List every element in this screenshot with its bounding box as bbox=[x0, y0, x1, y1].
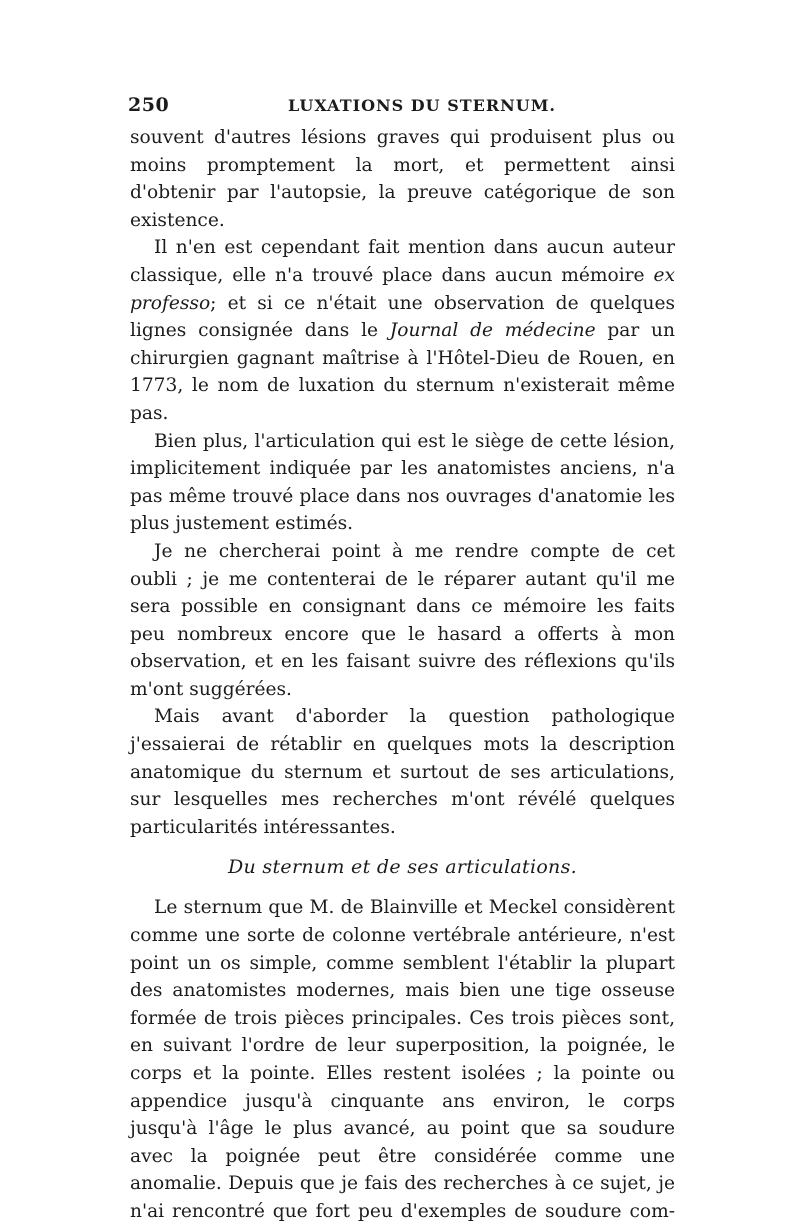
paragraph-text: Il n'en est cependant fait mention dans aucun auteur classique, elle n'a trouvé place dans aucun mémoire bbox=[130, 237, 675, 286]
paragraph bbox=[130, 234, 675, 427]
paragraph-text: par un chirurgien gagnant maîtrise à l'Hôtel-Dieu de Rouen, en 1773, le nom de luxation du sternum n'existerait même pas. bbox=[130, 320, 675, 424]
paragraph: Mais avant d'aborder la question pathologique j'essaierai de rétablir en quelques mots la description anatomique du sternum et surtout de ses articulations, sur lesquelles mes recherches m'ont révélé quelques particularités intéressantes. bbox=[130, 706, 675, 838]
paragraph: Le sternum que M. de Blainville et Meckel considèrent comme une sorte de colonne vertébrale antérieure, n'est point un os simple, comme semblent l'établir la plupart des anatomistes modernes, mais bien une tige osseuse formée de trois pièces principales. Ces trois pièces sont, en suivant l'ordre de leur superposition, la poignée, le corps et la pointe. Elles restent isolées ; la pointe ou appendice jusqu'à cinquante ans environ, le corps jusqu'à l'âge le plus avancé, au point que sa soudure avec la poignée peut être considérée comme une anomalie. Depuis que je fais des recherches à ce sujet, je n'ai rencontré que fort peu d'exemples de soudure com- bbox=[130, 897, 675, 1222]
section-heading: Du sternum et de ses articulations. bbox=[228, 856, 577, 879]
paragraph: Bien plus, l'articulation qui est le siège de cette lésion, implicitement indiquée par les anatomistes anciens, n'a pas même trouvé place dans nos ouvrages d'anatomie les plus justement estimés. bbox=[130, 430, 675, 535]
paragraph-text: ; et si ce n'était une observation de quelques lignes consignée dans le bbox=[130, 292, 675, 342]
book-page bbox=[130, 94, 675, 1226]
running-title: LUXATIONS DU STERNUM. bbox=[288, 96, 556, 115]
paragraph: Je ne chercherai point à me rendre compte de cet oubli ; je me contenterai de le réparer autant qu'il me sera possible en consignant dans ce mémoire les faits peu nombreux encore que le hasard a offerts à mon observation, et en les faisant suivre des réflexions qu'ils m'ont suggérées. bbox=[130, 540, 675, 700]
running-header bbox=[130, 94, 675, 124]
body-text bbox=[130, 124, 675, 841]
page-number: 250 bbox=[128, 94, 170, 116]
journal-title: Journal de médecine bbox=[389, 320, 596, 342]
paragraph-continuation: souvent d'autres lésions graves qui produisent plus ou moins promptement la mort, et permettent ainsi d'obtenir par l'autopsie, la preuve catégorique de son existence. bbox=[130, 127, 675, 231]
italic-phrase: ex professo bbox=[130, 264, 675, 314]
body-text bbox=[130, 894, 675, 1225]
